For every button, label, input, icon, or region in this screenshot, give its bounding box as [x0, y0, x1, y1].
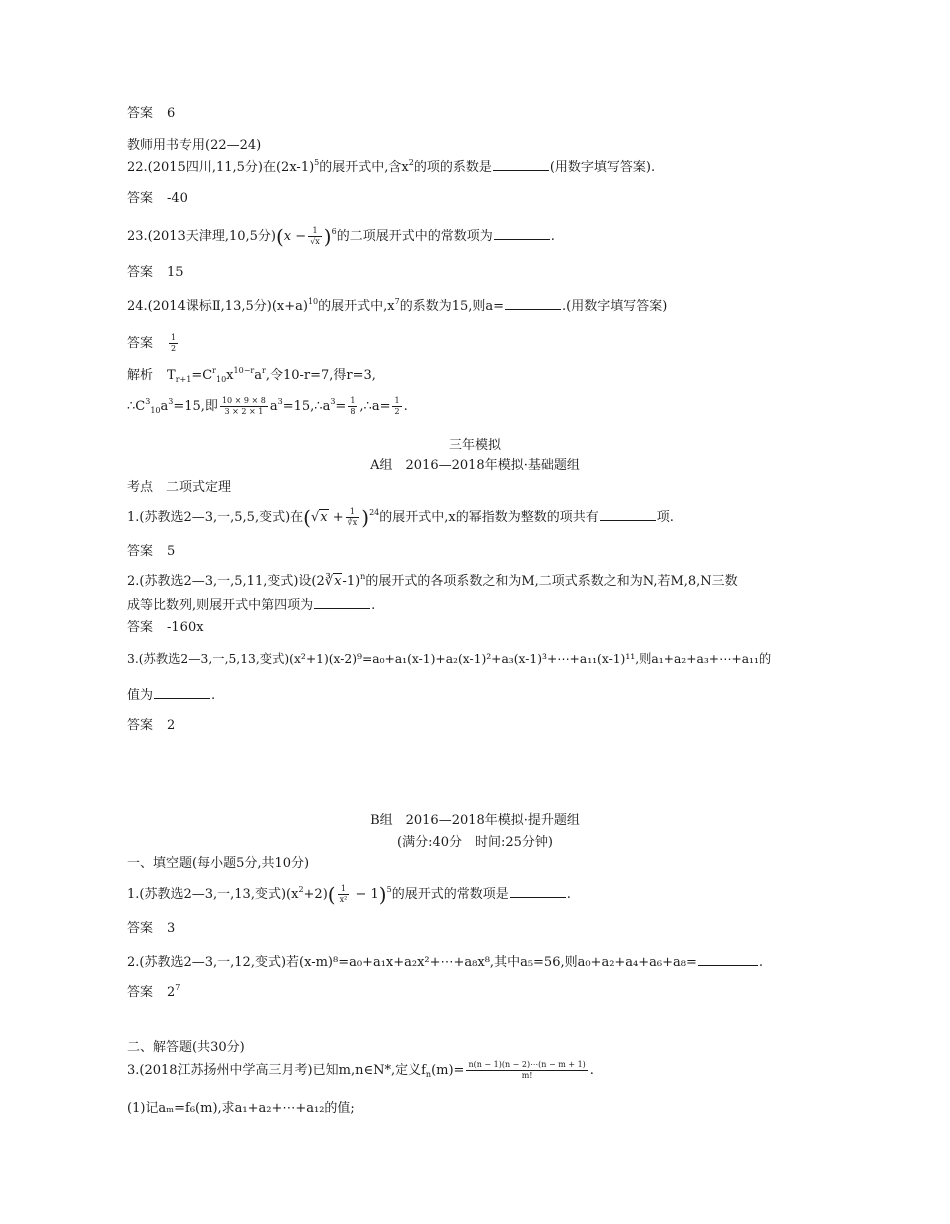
answer-line: 答案 -40: [127, 191, 188, 206]
question-b3: 3.(2018江苏扬州中学高三月考)已知m,n∈N*,定义$f_n(m)=$ $\frac{n(n - 1)(n - 2)\cdots(n - m + 1)}{m!}$ .: [127, 1060, 594, 1080]
question-a3-line-2: 值为 .: [127, 688, 216, 703]
answer-blank: [698, 953, 758, 966]
answer-blank: [505, 297, 561, 310]
analysis-line-2: $\therefore C^3_{10}a^3=15$,即 $\frac{10 \times 9 \times 8}{3 \times 2 \times 1}$ $a^3=15,\therefore a^3=$ $\frac{1}{8}$ ,∴a= $\frac{1}{2}$ .: [127, 396, 408, 416]
answer-blank: [154, 686, 210, 699]
question-a1: 1.(苏教选2—3,一,5,5,变式)在(√x + $\frac{1}{∛x}$ )$^{24}$的展开式中,x的幂指数为整数的项共有 项.: [127, 505, 674, 530]
kaodian: 考点 二项式定理: [127, 480, 232, 495]
group-b-heading: B组 2016—2018年模拟·提升题组: [370, 813, 580, 828]
solve-section-title: 二、解答题(共30分): [127, 1040, 245, 1055]
question-23: 23.(2013天津理,10,5分)(x − $\frac{1}{√x}$ )$^6$的二项展开式中的常数项为 .: [127, 224, 555, 249]
answer-line: 答案 2: [127, 718, 176, 733]
answer-blank: [493, 158, 549, 171]
question-b1: 1.(苏教选2—3,一,13,变式)$(x^2+2)$( $\frac{1}{\text{x²}}$ − 1)$^5$的展开式的常数项是 .: [127, 882, 571, 907]
section-heading: 教师用书专用(22—24): [127, 138, 262, 153]
answer-line: 答案 6: [127, 106, 176, 121]
section-title: 三年模拟: [448, 438, 501, 453]
question-a2-line-1: 2.(苏教选2—3,一,5,11,变式)设(2∛x-1)$^n$的展开式的各项系数之和为M,二项式系数之和为N,若M,8,N三数: [127, 572, 738, 589]
answer-blank: [314, 596, 370, 609]
question-a3-line-1: 3.(苏教选2—3,一,5,13,变式)(x²+1)(x-2)⁹=a₀+a₁(x-1)+a₂(x-1)²+a₃(x-1)³+⋯+a₁₁(x-1)¹¹,则a₁+a₂+a₃+⋯+a₁₁的: [127, 652, 772, 666]
answer-line: 答案 5: [127, 544, 176, 559]
question-b2: 2.(苏教选2—3,一,12,变式)若(x-m)⁸=a₀+a₁x+a₂x²+⋯+a₈x⁸,其中a₅=56,则a₀+a₂+a₄+a₆+a₈= .: [127, 955, 764, 970]
question-22: 22.(2015四川,11,5分)在$(2x-1)^5$的展开式中,含$x^2$的项的系数是 (用数字填写答案).: [127, 158, 656, 175]
group-b-meta: (满分:40分 时间:25分钟): [397, 835, 553, 850]
analysis-line-1: 解析 $T_{r+1}=C^r_{10}x^{10-r}a^r$,令10-r=7,得r=3,: [127, 366, 376, 384]
question-a2-line-2: 成等比数列,则展开式中第四项为 .: [127, 598, 376, 613]
fill-section-title: 一、填空题(每小题5分,共10分): [127, 856, 310, 871]
answer-line: 答案 3: [127, 921, 176, 936]
answer-line: 答案 -160x: [127, 620, 204, 635]
answer-line: 答案 $\frac{1}{2}$: [127, 333, 177, 353]
question-b3-part-1: (1)记aₘ=f₆(m),求a₁+a₂+⋯+a₁₂的值;: [127, 1101, 355, 1116]
group-a-heading: A组 2016—2018年模拟·基础题组: [370, 458, 580, 473]
answer-blank: [600, 508, 656, 521]
answer-blank: [494, 227, 550, 240]
answer-line: 答案 $2^7$: [127, 983, 181, 1000]
answer-blank: [510, 885, 566, 898]
question-24: 24.(2014课标Ⅱ,13,5分)$(x+a)^{10}$的展开式中$,x^7$的系数为15,则a= .(用数字填写答案): [127, 297, 668, 314]
answer-line: 答案 15: [127, 265, 184, 280]
